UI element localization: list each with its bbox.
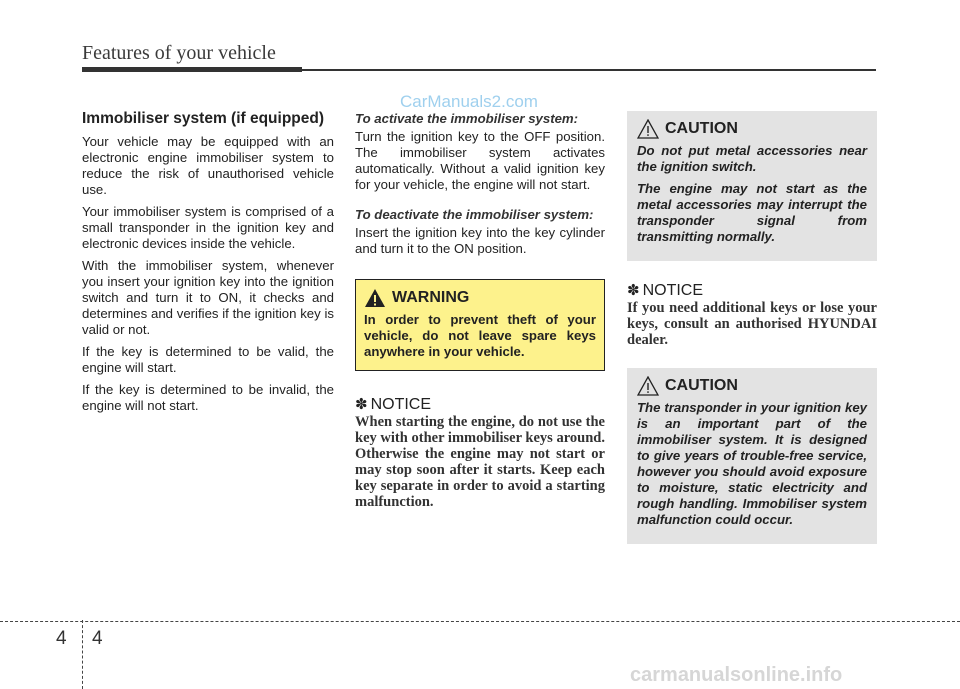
paragraph: If the key is determined to be invalid, the engine will not start. [82, 382, 334, 413]
column-immobiliser-intro [82, 111, 334, 420]
warning-triangle-icon [364, 288, 386, 308]
caution-triangle-icon [637, 376, 659, 396]
notice-text: If you need additional keys or lose your keys, consult an authorised HYUNDAI dealer. [627, 300, 877, 348]
notice-text: When starting the engine, do not use the key with other immobiliser keys around. Otherwise the engine may not start or may stop soon after it starts. Keep each key separate in order to avoid a starting malfunction. [355, 414, 605, 510]
column-activation [355, 111, 605, 510]
deactivate-text: Insert the ignition key into the key cylinder and turn it to the ON position. [355, 225, 605, 256]
activate-heading: To activate the immobiliser system: [355, 111, 579, 126]
caution-line: The engine may not start as the metal accessories may interrupt the transponder signal from transmitting normally. [637, 181, 867, 244]
warning-text: In order to prevent theft of your vehicle, do not leave spare keys anywhere in your vehicle. [364, 312, 596, 359]
activate-text: Turn the ignition key to the OFF position. The immobiliser system activates automatically. Without a valid ignition key for your vehicle, the engine will not start. [355, 129, 605, 192]
warning-label: WARNING [392, 289, 470, 306]
section-heading: Immobiliser system (if equipped) [82, 110, 325, 127]
paragraph: If the key is determined to be valid, the engine will start. [82, 344, 334, 375]
page-header-title: Features of your vehicle [82, 42, 276, 64]
notice-label: NOTICE [370, 396, 432, 413]
notice-label: NOTICE [642, 282, 704, 299]
notice-heading [355, 397, 605, 413]
footer-rule [0, 621, 960, 622]
footer-divider [82, 620, 83, 689]
caution-header [637, 119, 867, 139]
header-rule-thick [82, 67, 302, 72]
paragraph: Your vehicle may be equipped with an electronic engine immobiliser system to reduce the risk of unauthorised vehicle use. [82, 134, 334, 197]
paragraph: Your immobiliser system is comprised of a small transponder in the ignition key and electronic devices inside the vehicle. [82, 204, 334, 251]
page-number: 4 [92, 628, 103, 649]
notice-mark-icon: ✽ [627, 282, 640, 299]
caution-box-2 [627, 368, 877, 544]
caution-label: CAUTION [665, 377, 738, 394]
caution-header [637, 376, 867, 396]
paragraph: With the immobiliser system, whenever you insert your ignition key into the ignition switch and turn it to ON, it checks and determines and verifies if the ignition key is valid or not. [82, 258, 334, 337]
notice-mark-icon: ✽ [355, 396, 368, 413]
notice-heading [627, 283, 877, 299]
caution-triangle-icon [637, 119, 659, 139]
header-rule-thin [302, 69, 876, 71]
warning-header [364, 288, 596, 308]
caution-box-1 [627, 111, 877, 261]
caution-text: The transponder in your ignition key is an important part of the immobiliser system. It is designed to give years of trouble-free service, however you should avoid exposure to moisture, static electricity and rough handling. Immobiliser system malfunction could occur. [637, 400, 867, 527]
watermark-bottom: carmanualsonline.info [630, 664, 843, 686]
watermark-top: CarManuals2.com [400, 92, 538, 111]
warning-box [355, 279, 605, 371]
deactivate-heading: To deactivate the immobiliser system: [355, 207, 594, 222]
caution-label: CAUTION [665, 120, 738, 137]
column-cautions [627, 111, 877, 544]
chapter-number: 4 [56, 628, 67, 649]
caution-line: Do not put metal accessories near the ignition switch. [637, 143, 867, 174]
